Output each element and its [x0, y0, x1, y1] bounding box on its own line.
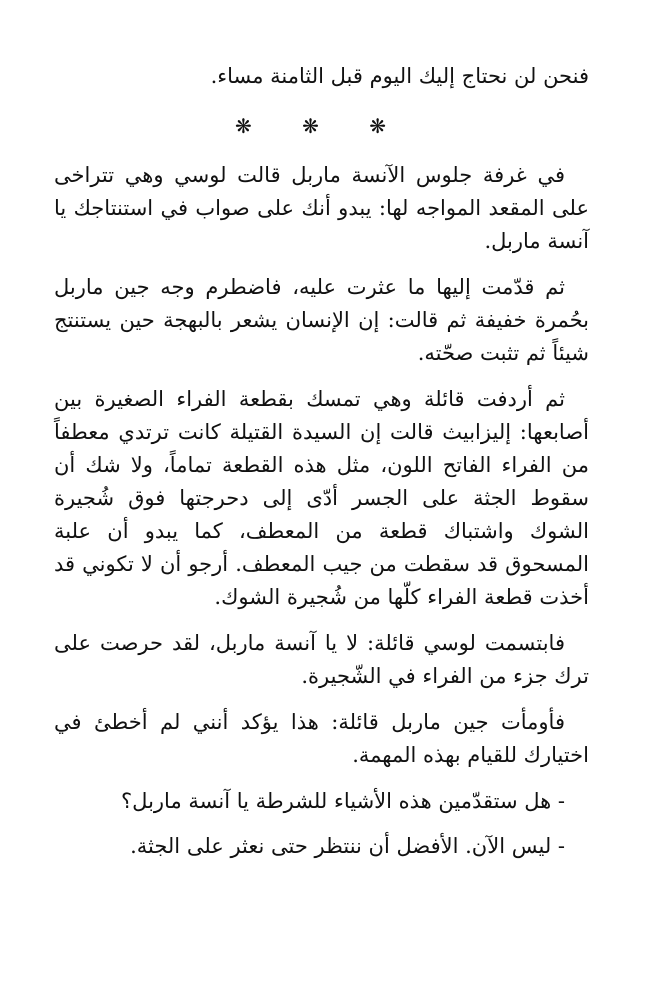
paragraph-4: فابتسمت لوسي قائلة: لا يا آنسة ماربل، لقد حرصت على ترك جزء من الفراء في الشّجيرة.	[54, 631, 589, 688]
paragraph-2: ثم قدّمت إليها ما عثرت عليه، فاضطرم وجه جين ماربل بحُمرة خفيفة ثم قالت: إن الإنسان يشعر بالبهجة حين يستنتج شيئاً ثم تثبت صحّته.	[54, 275, 589, 365]
dialogue-line-2: - ليس الآن. الأفضل أن ننتظر حتى نعثر على الجثة.	[130, 834, 565, 858]
opening-line: فنحن لن نحتاج إليك اليوم قبل الثامنة مساء.	[210, 64, 589, 88]
section-separator: ❋ ❋ ❋	[235, 114, 408, 138]
paragraph-1: في غرفة جلوس الآنسة ماربل قالت لوسي وهي تتراخى على المقعد المواجه لها: يبدو أنك على صواب في استنتاجك يا آنسة ماربل.	[54, 163, 589, 253]
paragraph-3: ثم أردفت قائلة وهي تمسك بقطعة الفراء الصغيرة بين أصابعها: إليزابيث قالت إن السيدة القتيلة كانت ترتدي معطفاً من الفراء الفاتح اللون، مثل هذه القطعة تماماً، ولا شك أن سقوط الجثة على الجسر أدّى إلى دحرجتها فوق شُجيرة الشوك واشتباك قطعة من المعطف، كما يبدو أن علبة المسحوق قد سقطت من جيب المعطف. أرجو أن لا تكوني قد أخذت قطعة الفراء كلّها من شُجيرة الشوك.	[54, 387, 589, 609]
book-page	[54, 60, 589, 875]
paragraph-5: فأومأت جين ماربل قائلة: هذا يؤكد أنني لم أخطئ في اختيارك للقيام بهذه المهمة.	[54, 710, 589, 767]
dialogue-line-1: - هل ستقدّمين هذه الأشياء للشرطة يا آنسة ماربل؟	[121, 789, 565, 813]
